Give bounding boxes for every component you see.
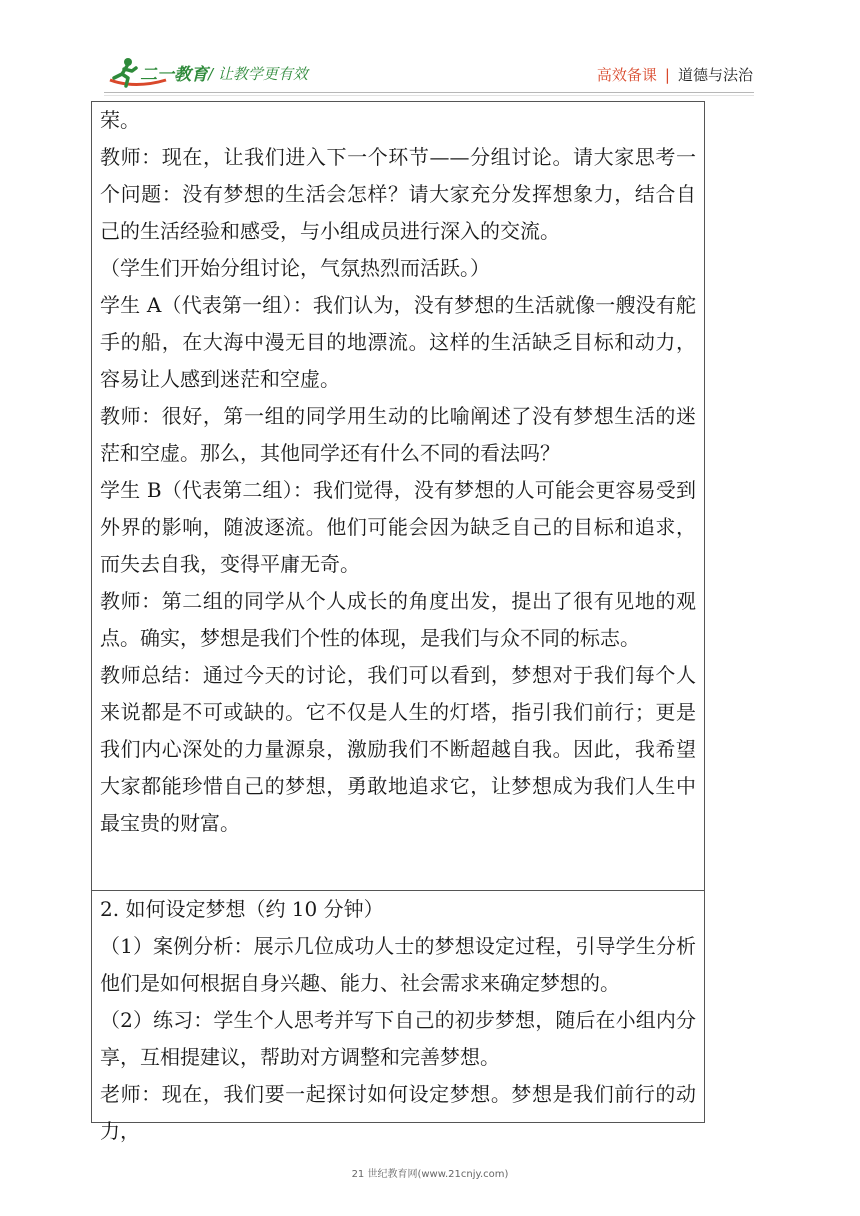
content-table	[91, 101, 705, 1143]
section-heading: 2. 如何设定梦想（约 10 分钟）	[100, 897, 384, 921]
table-cell-set-dream	[92, 890, 704, 1143]
paragraph: （学生们开始分组讨论，气氛热烈而活跃。）	[100, 256, 490, 280]
page-header	[0, 0, 860, 100]
paragraph: 学生 B（代表第二组）：我们觉得，没有梦想的人可能会更容易受到外界的影响，随波逐流。他们可能会因为缺乏自己的目标和追求，而失去自我，变得平庸无奇。	[100, 478, 696, 576]
course-label: 高效备课	[596, 66, 657, 84]
slogan: / 让教学更有效	[208, 65, 308, 83]
paragraph: （1）案例分析：展示几位成功人士的梦想设定过程，引导学生分析他们是如何根据自身兴趣、能力、社会需求来确定梦想的。	[100, 934, 696, 995]
subject-label: 道德与法治	[677, 66, 753, 84]
paragraph: 荣。	[100, 108, 140, 132]
logo-text: 二一教育	[140, 65, 208, 85]
page-footer: 21 世纪教育网(www.21cnjy.com)	[351, 1169, 509, 1180]
logo-runner-icon	[106, 56, 218, 90]
header-right	[597, 64, 753, 85]
header-separator: |	[664, 66, 670, 84]
header-divider-secondary	[104, 95, 754, 96]
paragraph: （2）练习：学生个人思考并写下自己的初步梦想，随后在小组内分享，互相提建议，帮助对方调整和完善梦想。	[100, 1008, 696, 1069]
table-cell-discussion	[92, 102, 704, 889]
header-divider	[104, 92, 754, 93]
slogan-text: 让教学更有效	[217, 65, 308, 83]
paragraph: 教师：第二组的同学从个人成长的角度出发，提出了很有见地的观点。确实，梦想是我们个性的体现，是我们与众不同的标志。	[100, 589, 696, 650]
paragraph: 教师：很好，第一组的同学用生动的比喻阐述了没有梦想生活的迷茫和空虚。那么，其他同学还有什么不同的看法吗？	[100, 404, 696, 465]
paragraph: 教师：现在，让我们进入下一个环节——分组讨论。请大家思考一个问题：没有梦想的生活会怎样？请大家充分发挥想象力，结合自己的生活经验和感受，与小组成员进行深入的交流。	[100, 145, 696, 243]
paragraph: 学生 A（代表第一组）：我们认为，没有梦想的生活就像一艘没有舵手的船，在大海中漫无目的地漂流。这样的生活缺乏目标和动力，容易让人感到迷茫和空虚。	[100, 293, 696, 391]
paragraph: 教师总结：通过今天的讨论，我们可以看到，梦想对于我们每个人来说都是不可或缺的。它不仅是人生的灯塔，指引我们前行；更是我们内心深处的力量源泉，激励我们不断超越自我。因此，我希望大家都能珍惜自己的梦想，勇敢地追求它，让梦想成为我们人生中最宝贵的财富。	[100, 663, 696, 835]
paragraph: 老师：现在，我们要一起探讨如何设定梦想。梦想是我们前行的动力，	[100, 1082, 696, 1143]
